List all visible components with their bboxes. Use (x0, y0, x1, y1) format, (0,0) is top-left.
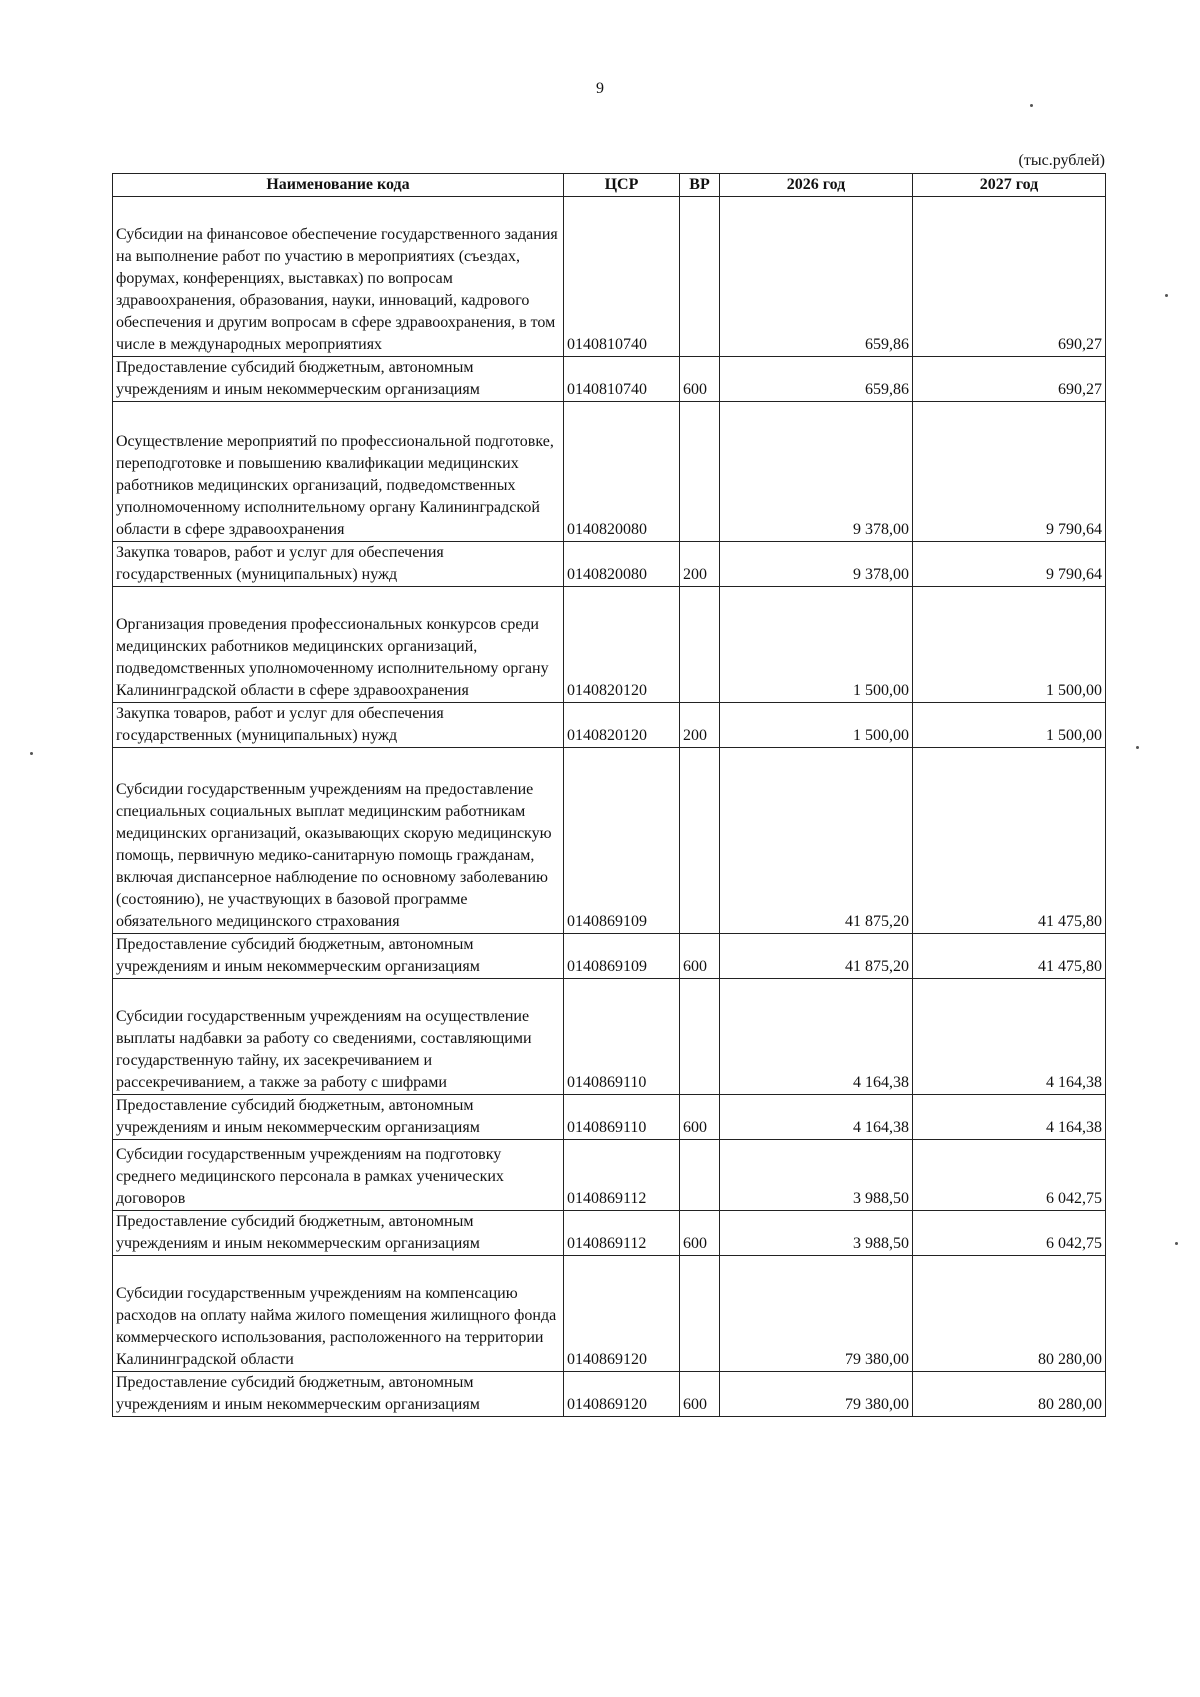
units-label: (тыс.рублей) (1018, 152, 1105, 169)
row-name: Предоставление субсидий бюджетным, автономным учреждениям и иным некоммерческим организациям (113, 1095, 564, 1140)
table-row (113, 1095, 1106, 1140)
row-2026: 4 164,38 (720, 979, 913, 1095)
row-vr: 600 (680, 934, 720, 979)
row-name: Осуществление мероприятий по профессиональной подготовке, переподготовке и повышению квалификации медицинских работников медицинских организаций, подведомственных уполномоченному исполнительному органу Калининградской области в сфере здравоохранения (113, 402, 564, 542)
row-2027: 6 042,75 (913, 1211, 1106, 1256)
row-name: Предоставление субсидий бюджетным, автономным учреждениям и иным некоммерческим организациям (113, 1372, 564, 1417)
header-2026: 2026 год (720, 174, 913, 197)
row-2027: 80 280,00 (913, 1256, 1106, 1372)
row-vr (680, 748, 720, 934)
table-row (113, 197, 1106, 357)
row-csr: 0140810740 (564, 197, 680, 357)
row-vr (680, 587, 720, 703)
table-row (113, 587, 1106, 703)
scan-speck (1175, 1242, 1178, 1245)
row-vr: 600 (680, 1095, 720, 1140)
row-2026: 1 500,00 (720, 587, 913, 703)
row-csr: 0140869120 (564, 1372, 680, 1417)
row-name: Субсидии государственным учреждениям на подготовку среднего медицинского персонала в рамках ученических договоров (113, 1140, 564, 1211)
row-2027: 4 164,38 (913, 979, 1106, 1095)
row-2027: 690,27 (913, 357, 1106, 402)
row-csr: 0140820080 (564, 542, 680, 587)
row-csr: 0140820120 (564, 587, 680, 703)
row-2026: 3 988,50 (720, 1140, 913, 1211)
row-vr: 600 (680, 357, 720, 402)
row-csr: 0140869109 (564, 748, 680, 934)
row-csr: 0140820120 (564, 703, 680, 748)
row-2026: 9 378,00 (720, 402, 913, 542)
scan-speck (30, 752, 33, 755)
table-row (113, 357, 1106, 402)
row-2027: 1 500,00 (913, 703, 1106, 748)
row-2027: 41 475,80 (913, 934, 1106, 979)
scan-speck (1030, 104, 1033, 107)
row-2027: 41 475,80 (913, 748, 1106, 934)
row-csr: 0140810740 (564, 357, 680, 402)
row-2027: 1 500,00 (913, 587, 1106, 703)
row-2026: 9 378,00 (720, 542, 913, 587)
row-csr: 0140869120 (564, 1256, 680, 1372)
table-row (113, 703, 1106, 748)
table-row (113, 542, 1106, 587)
table-row (113, 1372, 1106, 1417)
table-row (113, 1211, 1106, 1256)
row-vr: 600 (680, 1372, 720, 1417)
row-vr: 200 (680, 542, 720, 587)
row-vr (680, 1256, 720, 1372)
row-2026: 79 380,00 (720, 1256, 913, 1372)
row-2027: 9 790,64 (913, 542, 1106, 587)
row-vr (680, 1140, 720, 1211)
row-2027: 80 280,00 (913, 1372, 1106, 1417)
row-name: Организация проведения профессиональных конкурсов среди медицинских работников медицинских организаций, подведомственных уполномоченному исполнительному органу Калининградской области в сфере здравоохранения (113, 587, 564, 703)
table-row (113, 1256, 1106, 1372)
row-2026: 659,86 (720, 357, 913, 402)
table-row (113, 402, 1106, 542)
row-name: Субсидии государственным учреждениям на осуществление выплаты надбавки за работу со сведениями, составляющими государственную тайну, их засекречиванием и рассекречиванием, а также за работу с шифрами (113, 979, 564, 1095)
row-2027: 9 790,64 (913, 402, 1106, 542)
header-vr: ВР (680, 174, 720, 197)
table-row (113, 934, 1106, 979)
budget-table (112, 173, 1106, 1417)
scan-speck (1136, 746, 1139, 749)
row-2026: 41 875,20 (720, 934, 913, 979)
row-2027: 4 164,38 (913, 1095, 1106, 1140)
header-2027: 2027 год (913, 174, 1106, 197)
scan-speck (1165, 294, 1168, 297)
row-vr: 600 (680, 1211, 720, 1256)
row-name: Закупка товаров, работ и услуг для обеспечения государственных (муниципальных) нужд (113, 542, 564, 587)
table-row (113, 1140, 1106, 1211)
table-row (113, 748, 1106, 934)
row-name: Предоставление субсидий бюджетным, автономным учреждениям и иным некоммерческим организациям (113, 934, 564, 979)
row-2026: 659,86 (720, 197, 913, 357)
row-csr: 0140869110 (564, 979, 680, 1095)
row-vr (680, 979, 720, 1095)
row-name: Предоставление субсидий бюджетным, автономным учреждениям и иным некоммерческим организациям (113, 1211, 564, 1256)
row-2026: 4 164,38 (720, 1095, 913, 1140)
row-csr: 0140869112 (564, 1140, 680, 1211)
row-vr: 200 (680, 703, 720, 748)
row-vr (680, 402, 720, 542)
row-name: Закупка товаров, работ и услуг для обеспечения государственных (муниципальных) нужд (113, 703, 564, 748)
page-number: 9 (596, 80, 604, 97)
header-csr: ЦСР (564, 174, 680, 197)
row-csr: 0140869112 (564, 1211, 680, 1256)
row-2026: 3 988,50 (720, 1211, 913, 1256)
row-2026: 1 500,00 (720, 703, 913, 748)
table-row (113, 979, 1106, 1095)
row-name: Субсидии государственным учреждениям на компенсацию расходов на оплату найма жилого помещения жилищного фонда коммерческого использования, расположенного на территории Калининградской области (113, 1256, 564, 1372)
row-csr: 0140820080 (564, 402, 680, 542)
row-vr (680, 197, 720, 357)
row-name: Субсидии государственным учреждениям на предоставление специальных социальных выплат медицинским работникам медицинских организаций, оказывающих скорую медицинскую помощь, первичную медико-санитарную помощь гражданам, включая диспансерное наблюдение по основному заболеванию (состоянию), не участвующих в базовой программе обязательного медицинского страхования (113, 748, 564, 934)
header-name: Наименование кода (113, 174, 564, 197)
row-name: Предоставление субсидий бюджетным, автономным учреждениям и иным некоммерческим организациям (113, 357, 564, 402)
row-name: Субсидии на финансовое обеспечение государственного задания на выполнение работ по участию в мероприятиях (съездах, форумах, конференциях, выставках) по вопросам здравоохранения, образования, науки, инноваций, кадрового обеспечения и другим вопросам в сфере здравоохранения, в том числе в международных мероприятиях (113, 197, 564, 357)
table-header-row (113, 174, 1106, 197)
row-2027: 690,27 (913, 197, 1106, 357)
row-2026: 41 875,20 (720, 748, 913, 934)
row-csr: 0140869109 (564, 934, 680, 979)
row-csr: 0140869110 (564, 1095, 680, 1140)
row-2027: 6 042,75 (913, 1140, 1106, 1211)
row-2026: 79 380,00 (720, 1372, 913, 1417)
